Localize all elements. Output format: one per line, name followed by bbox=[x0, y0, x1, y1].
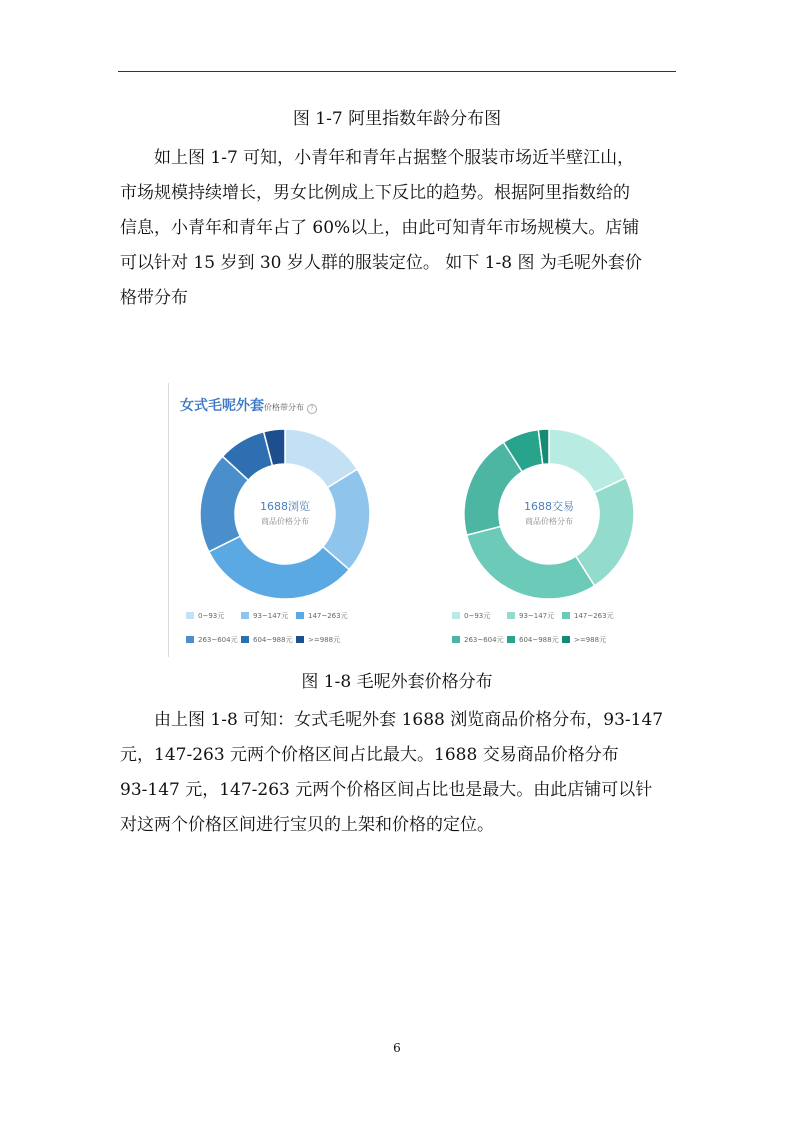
legend-label-trade-2[interactable]: 147~263元 bbox=[574, 612, 614, 620]
legend-label-trade-4[interactable]: 604~988元 bbox=[519, 636, 559, 644]
help-icon[interactable]: ? bbox=[307, 404, 317, 414]
legend-swatch-trade-0 bbox=[452, 612, 460, 619]
figure-left-border bbox=[168, 383, 169, 657]
paragraph-1-line: 信息，小青年和青年占了 60%以上，由此可知青年市场规模大。店铺 bbox=[120, 218, 640, 238]
paragraph-1-line: 格带分布 bbox=[120, 288, 188, 308]
paragraph-1-line: 如上图 1-7 可知，小青年和青年占据整个服装市场近半壁江山， bbox=[120, 148, 635, 168]
page-number: 6 bbox=[393, 1041, 401, 1055]
legend-label-trade-0[interactable]: 0~93元 bbox=[464, 612, 491, 620]
legend-label-browse-0[interactable]: 0~93元 bbox=[198, 612, 225, 620]
donut-chart-browse bbox=[200, 429, 370, 599]
legend-swatch-trade-4 bbox=[507, 636, 515, 643]
figure-title bbox=[180, 395, 317, 415]
legend-swatch-browse-4 bbox=[241, 636, 249, 643]
legend-swatch-browse-1 bbox=[241, 612, 249, 619]
figure-caption-1-7: 图 1-7 阿里指数年龄分布图 bbox=[292, 109, 502, 129]
legend-label-browse-1[interactable]: 93~147元 bbox=[253, 612, 289, 620]
left-center-label: 1688浏览 bbox=[260, 500, 310, 513]
paragraph-2-line: 由上图 1-8 可知：女式毛呢外套 1688 浏览商品价格分布，93-147 bbox=[120, 710, 664, 730]
legend-swatch-browse-2 bbox=[296, 612, 304, 619]
legend-swatch-browse-5 bbox=[296, 636, 304, 643]
legend-swatch-trade-3 bbox=[452, 636, 460, 643]
paragraph-2-line: 元，147-263 元两个价格区间占比最大。1688 交易商品价格分布 bbox=[120, 745, 619, 765]
left-center-sublabel: 商品价格分布 bbox=[261, 517, 309, 526]
paragraph-1-line: 市场规模持续增长，男女比例成上下反比的趋势。根据阿里指数给的 bbox=[120, 183, 630, 203]
donut-chart-trade bbox=[464, 429, 634, 599]
legend-swatch-trade-1 bbox=[507, 612, 515, 619]
legend-swatch-trade-5 bbox=[562, 636, 570, 643]
legend-label-browse-5[interactable]: >=988元 bbox=[308, 636, 341, 644]
header-rule bbox=[118, 71, 676, 72]
legend-label-trade-1[interactable]: 93~147元 bbox=[519, 612, 555, 620]
legend-label-browse-2[interactable]: 147~263元 bbox=[308, 612, 348, 620]
paragraph-2 bbox=[120, 703, 676, 843]
paragraph-2-line: 93-147 元，147-263 元两个价格区间占比也是最大。由此店铺可以针 bbox=[120, 780, 653, 800]
figure-title-main: 女式毛呢外套 bbox=[180, 398, 264, 414]
legend-label-browse-4[interactable]: 604~988元 bbox=[253, 636, 293, 644]
figure-caption-1-8: 图 1-8 毛呢外套价格分布 bbox=[301, 672, 493, 692]
right-center-sublabel: 商品价格分布 bbox=[525, 517, 573, 526]
right-center-label: 1688交易 bbox=[524, 500, 574, 513]
legend-label-browse-3[interactable]: 263~604元 bbox=[198, 636, 238, 644]
price-distribution-figure bbox=[168, 383, 654, 657]
slice-trade-2[interactable] bbox=[467, 526, 595, 599]
figure-title-sub: 价格带分布 bbox=[264, 403, 304, 412]
paragraph-2-line: 对这两个价格区间进行宝贝的上架和价格的定位。 bbox=[120, 815, 494, 835]
legend-swatch-trade-2 bbox=[562, 612, 570, 619]
legend-label-trade-5[interactable]: >=988元 bbox=[574, 636, 607, 644]
paragraph-1 bbox=[120, 141, 676, 316]
legend-browse bbox=[186, 612, 348, 644]
donut-charts-svg bbox=[168, 383, 654, 657]
legend-swatch-browse-0 bbox=[186, 612, 194, 619]
paragraph-1-line: 可以针对 15 岁到 30 岁人群的服装定位。 如下 1-8 图 为毛呢外套价 bbox=[120, 253, 642, 273]
legend-swatch-browse-3 bbox=[186, 636, 194, 643]
legend-label-trade-3[interactable]: 263~604元 bbox=[464, 636, 504, 644]
legend-trade bbox=[452, 612, 614, 644]
